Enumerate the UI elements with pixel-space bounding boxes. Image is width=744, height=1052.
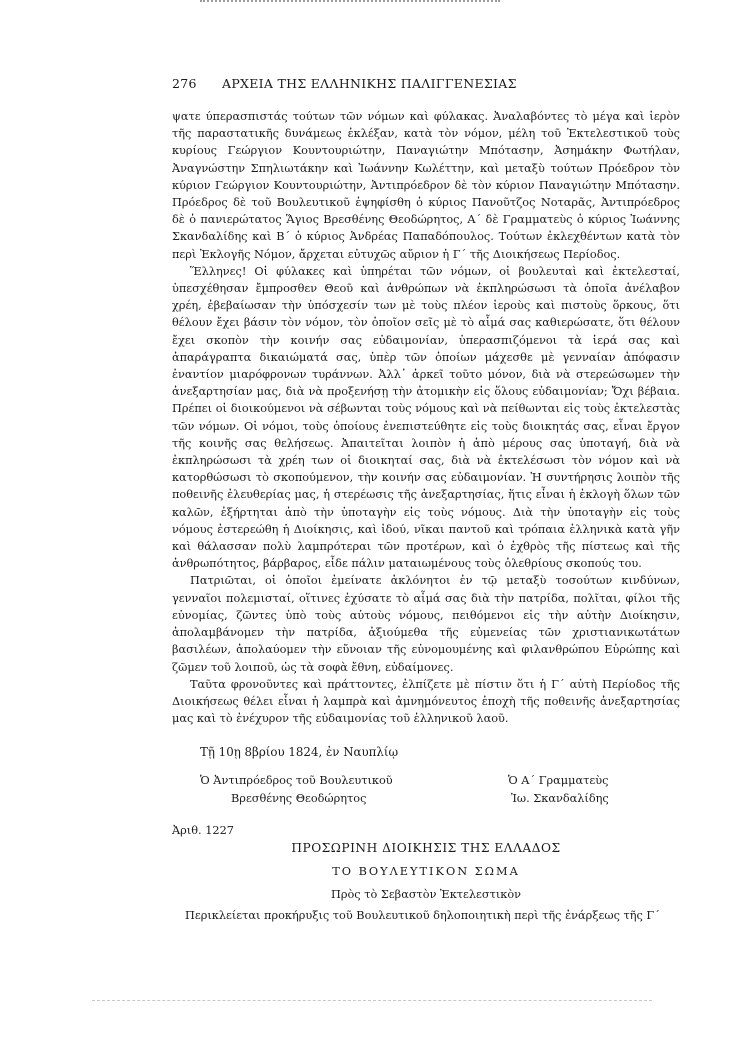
running-head: ΑΡΧΕΙΑ ΤΗΣ ΕΛΛΗΝΙΚΗΣ ΠΑΛΙΓΓΕΝΕΣΙΑΣ bbox=[222, 76, 517, 91]
document-first-line: Περικλείεται προκήρυξις τοῦ Βουλευτικοῦ δηλοποιητικὴ περὶ τῆς ἐνάρξεως τῆς Γ΄ bbox=[185, 909, 660, 922]
paragraph: Ἕλληνες! Οἱ φύλακες καὶ ὑπηρέται τῶν νόμων, οἱ βουλευταὶ καὶ ἐκτελεσταί, ὑπεσχέθησαν ἔμπροσθεν Θεοῦ καὶ ἀνθρώπων νὰ ἐκπληρώσωσι τὰ ὁποῖα ἀνέλαβον χρέη, ἐβεβαίωσαν τὴν ὑπόσχεσίν των μὲ τοὺς πλέον ἱεροὺς καὶ πιστοὺς ὅρκους, ὅτι θέλουν ἔχει βάσιν τὸν νόμον, τὸν ὁποῖον σεῖς μὲ τὸ αἷμά σας καθιερώσατε, ὅτι θέλουν ἔχει σκοπὸν τὴν κοινήν σας εὐδαιμονίαν, ὑπερασπιζόμενοι τὰ ἱερά σας καὶ ἀπαράγραπτα δικαιώματά σας, ὑπὲρ τῶν ὁποίων μάχεσθε μὲ γενναίαν ἀπόφασιν ἐναντίον μιαρόφρονων τυράννων. Ἀλλ᾽ ἀρκεῖ τοῦτο μόνον, διὰ νὰ στερεώσωμεν τὴν ἀνεξαρτησίαν μας, διὰ νὰ προξενήσῃ τὴν ἀτομικὴν εἰς ὅλους εὐδαιμονίαν; Ὄχι βέβαια. Πρέπει οἱ διοικούμενοι νὰ σέβωνται τοὺς νόμους καὶ νὰ πείθωνται εἰς τοὺς ἐκτελεστὰς τῶν νόμων. Οἱ νόμοι, τοὺς ὁποίους ἐνεπιστεύθητε εἰς τοὺς διοικητάς σας, εἶναι ἔργον τῆς κοινῆς σας θελήσεως. Ἀπαιτεῖται λοιπὸν ἡ ἀπὸ μέρους σας ὑποταγή, διὰ νὰ ἐκπληρώσωσι τὰ χρέη των οἱ διοικηταί σας, διὰ νὰ ἐκτελέσωσι τὸν νόμον καὶ νὰ κατορθώσωσι τὸ σκοπούμενον, τὴν κοινήν σας εὐδαιμονίαν. Ἡ συντήρησις λοιπὸν τῆς ποθεινῆς ἐλευθερίας μας, ἡ στερέωσις τῆς ἀνεξαρτησίας, ἥτις εἶναι ἡ ἐκλογὴ ὅλων τῶν καλῶν, ἐξήρτηται ἀπὸ τὴν ὑποταγὴν εἰς τοὺς νόμους. Διὰ τὴν ὑποταγὴν εἰς τοὺς νόμους ἐστερεώθη ἡ Διοίκησις, καὶ ἰδού, νῖκαι παντοῦ καὶ τρόπαια ἑλληνικὰ κατὰ γῆν καὶ θάλασσαν πολὺ λαμπρότεραι τῶν προτέρων, καὶ ὁ ἐχθρὸς τῆς πίστεως καὶ τῆς ἀνθρωπότητος, βάρβαρος, εἶδε πάλιν ματαιωμένους τοὺς ὀλεθρίους σκοπούς του. bbox=[172, 264, 680, 571]
paragraph: Ταῦτα φρονοῦντες καὶ πράττοντες, ἐλπίζετε μὲ πίστιν ὅτι ἡ Γ΄ αὐτὴ Περίοδος τῆς Διοικήσεως θέλει εἶναι ἡ λαμπρὰ καὶ ἀμνημόνευτος ἐποχὴ τῆς ποθεινῆς ἀνεξαρτησίας μας καὶ τὸ ἐνέχυρον τῆς εὐδαιμονίας τοῦ ἑλληνικοῦ λαοῦ. bbox=[172, 677, 680, 726]
signature-right bbox=[508, 772, 609, 808]
document-number: Ἀριθ. 1227 bbox=[172, 824, 234, 837]
body-title: ΤΟ ΒΟΥΛΕΥΤΙΚΟΝ ΣΩΜΑ bbox=[332, 865, 520, 878]
signature-title: Ὁ Α΄ Γραμματεὺς bbox=[508, 774, 609, 787]
government-title: ΠΡΟΣΩΡΙΝΗ ΔΙΟΙΚΗΣΙΣ ΤΗΣ ΕΛΛΑΔΟΣ bbox=[291, 841, 561, 855]
addressee: Πρὸς τὸ Σεβαστὸν Ἐκτελεστικὸν bbox=[330, 888, 521, 901]
signature-name: Βρεσθένης Θεοδώρητος bbox=[231, 792, 367, 805]
dateline: Τῇ 10ῃ 8βρίου 1824, ἐν Ναυπλίῳ bbox=[200, 745, 399, 759]
signature-title: Ὁ Ἀντιπρόεδρος τοῦ Βουλευτικοῦ bbox=[200, 774, 393, 787]
paragraph: Πατριῶται, οἱ ὁποῖοι ἐμείνατε ἀκλόνητοι ἐν τῷ μεταξὺ τοσούτων κινδύνων, γενναῖοι πολεμισταί, οἵτινες ἐχύσατε τὸ αἷμά σας διὰ τὴν πατρίδα, πολῖται, φίλοι τῆς εὐνομίας, ζῶντες ὑπὸ τοὺς αὐτοὺς νόμους, πειθόμενοι εἰς τὴν αὐτὴν Διοίκησιν, ἀπολαμβάνομεν τὴν πατρίδα, ἀξιούμεθα τῆς εὐμενείας τῶν χριστιανικωτάτων βασιλέων, ἀπολαύομεν τὴν εὔνοιαν τῆς εὐνομουμένης καὶ φιλανθρώπου Εὐρώπης καὶ ζῶμεν τοῦ λοιποῦ, ὡς τὰ σοφὰ ἔθνη, εὐδαίμονες. bbox=[172, 574, 680, 674]
paragraph: ψατε ύπερασπιστάς τούτων τῶν νόμων καὶ φύλακας. Ἀναλαβόντες τὸ μέγα καὶ ἱερὸν τῆς παραστατικῆς δυνάμεως ἐκλέξαν, κατὰ τὸν νόμον, μέλη τοῦ Ἐκτελεστικοῦ τοὺς κυρίους Γεώργιον Κουντουριώτην, Παναγιώτην Μπότασην, Ἀσημάκην Φωτήλαν, Ἀναγνώστην Σπηλιωτάκην καὶ Ἰωάννην Κωλέττην, καὶ μεταξὺ τούτων Πρόεδρον τὸν κύριον Γεώργιον Κουντουριώτην, Ἀντιπρόεδρον δὲ τὸν κύριον Παναγιώτην Μπότασην. Πρόεδρος δὲ τοῦ Βουλευτικοῦ ἐψηφίσθη ὁ κύριος Πανοῦτζος Νοταρᾶς, Ἀντιπρόεδρος δὲ ὁ πανιερώτατος Ἅγιος Βρεσθένης Θεοδώρητος, Α΄ δὲ Γραμματεὺς ὁ κύριος Ἰωάννης Σκανδαλίδης καὶ Β΄ ὁ κύριος Ἀνδρέας Παπαδόπουλος. Τούτων ἐκλεχθέντων κατὰ τὸν περὶ Ἐκλογῆς Νόμον, ἄρχεται εὐτυχῶς αὔριον ἡ Γ΄ τῆς Διοικήσεως Περίοδος. bbox=[172, 110, 680, 261]
page-number: 276 bbox=[172, 76, 197, 91]
signature-left bbox=[200, 772, 393, 808]
page-header bbox=[172, 76, 680, 94]
scan-artifact-bottom bbox=[92, 1000, 652, 1003]
body-text bbox=[172, 108, 680, 727]
scan-artifact-top bbox=[200, 0, 500, 5]
signature-name: Ἰω. Σκανδαλίδης bbox=[511, 792, 609, 805]
